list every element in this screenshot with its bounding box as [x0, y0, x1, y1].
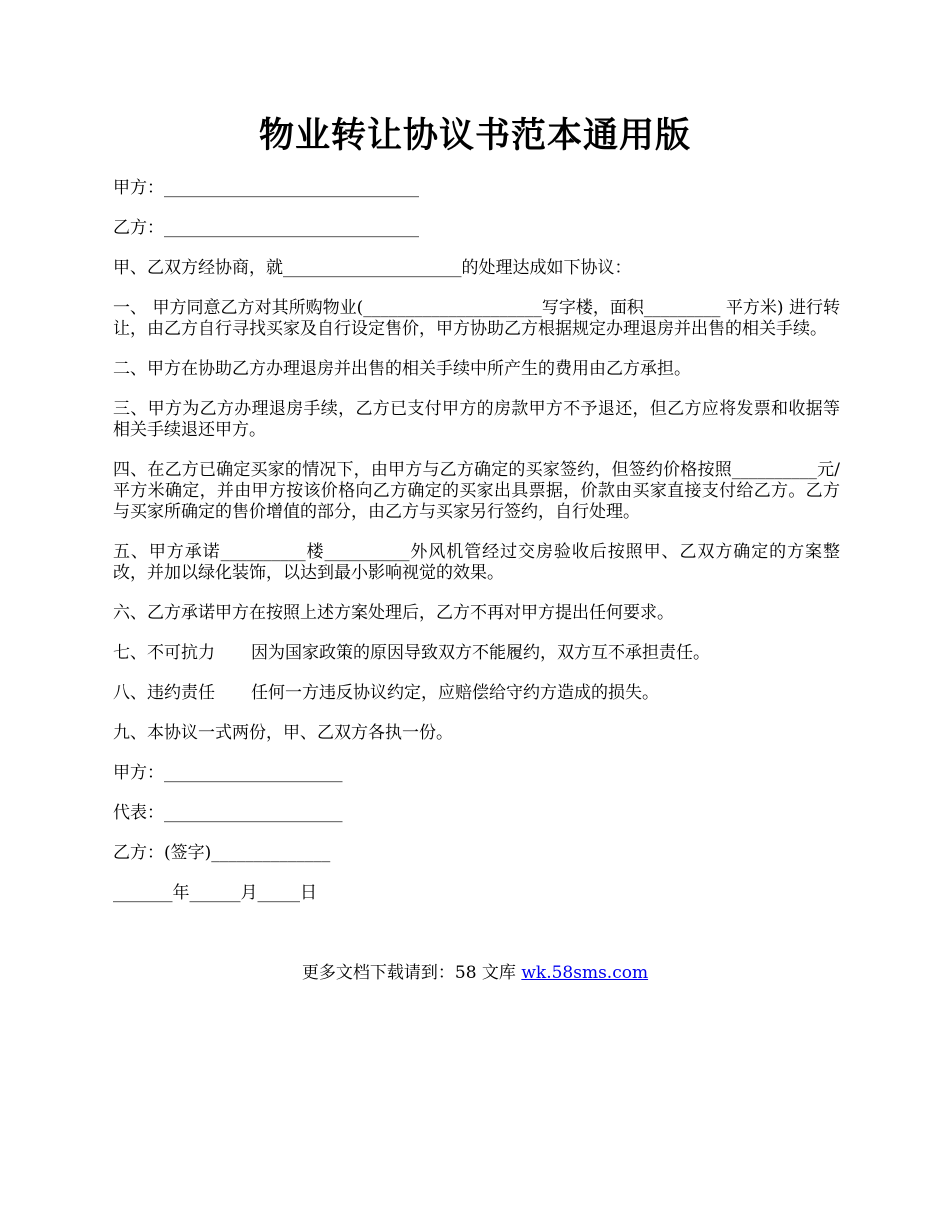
document-body [113, 178, 840, 923]
signature-party-a: 甲方：_____________________ [113, 763, 343, 783]
clause-9: 九、本协议一式两份，甲、乙双方各执一份。 [113, 723, 453, 743]
clause-7-heading: 七、不可抗力 [113, 643, 215, 663]
clause-8-body: 任何一方违反协议约定，应赔偿给守约方造成的损失。 [251, 683, 659, 703]
clause-4: 四、在乙方已确定买家的情况下，由甲方与乙方确定的买家签约，但签约价格按照__________元/平方米确定，并由甲方按该价格向乙方确定的买家出具票据，价款由买家直接支付给乙方。乙方与买家所确定的售价增值的部分，由乙方与买家另行签约，自行处理。 [113, 460, 840, 522]
clause-8-heading: 八、违约责任 [113, 683, 215, 703]
download-footer [0, 962, 950, 984]
clause-6: 六、乙方承诺甲方在按照上述方案处理后，乙方不再对甲方提出任何要求。 [113, 603, 674, 623]
clause-3: 三、甲方为乙方办理退房手续，乙方已支付甲方的房款甲方不予退还，但乙方应将发票和收据等相关手续退还甲方。 [113, 399, 840, 440]
signature-party-b: 乙方：(签字)______________ [113, 843, 331, 863]
clause-1: 一、 甲方同意乙方对其所购物业(_____________________写字楼，面积_________ 平方米) 进行转让，由乙方自行寻找买家及自行设定售价，甲方协助乙方根据规定办理退房并出售的相关手续。 [113, 298, 840, 339]
clause-8 [113, 683, 840, 704]
page-title: 物业转让协议书范本通用版 [258, 115, 691, 156]
clause-5: 五、甲方承诺__________楼__________外风机管经过交房验收后按照甲、乙双方确定的方案整改，并加以绿化装饰，以达到最小影响视觉的效果。 [113, 542, 840, 583]
clause-7 [113, 643, 840, 664]
signature-date: _______年______月_____日 [113, 883, 317, 903]
clause-2: 二、甲方在协助乙方办理退房并出售的相关手续中所产生的费用由乙方承担。 [113, 359, 691, 379]
party-b-line: 乙方：______________________________ [113, 218, 419, 238]
signature-representative: 代表：_____________________ [113, 803, 343, 823]
party-a-line: 甲方：______________________________ [113, 178, 419, 198]
footer-link[interactable]: wk.58sms.com [521, 963, 649, 983]
clause-7-body: 因为国家政策的原因导致双方不能履约，双方互不承担责任。 [251, 643, 710, 663]
intro-paragraph: 甲、乙双方经协商，就_____________________的处理达成如下协议： [113, 258, 632, 278]
footer-text: 更多文档下载请到：58 文库 [301, 963, 522, 983]
